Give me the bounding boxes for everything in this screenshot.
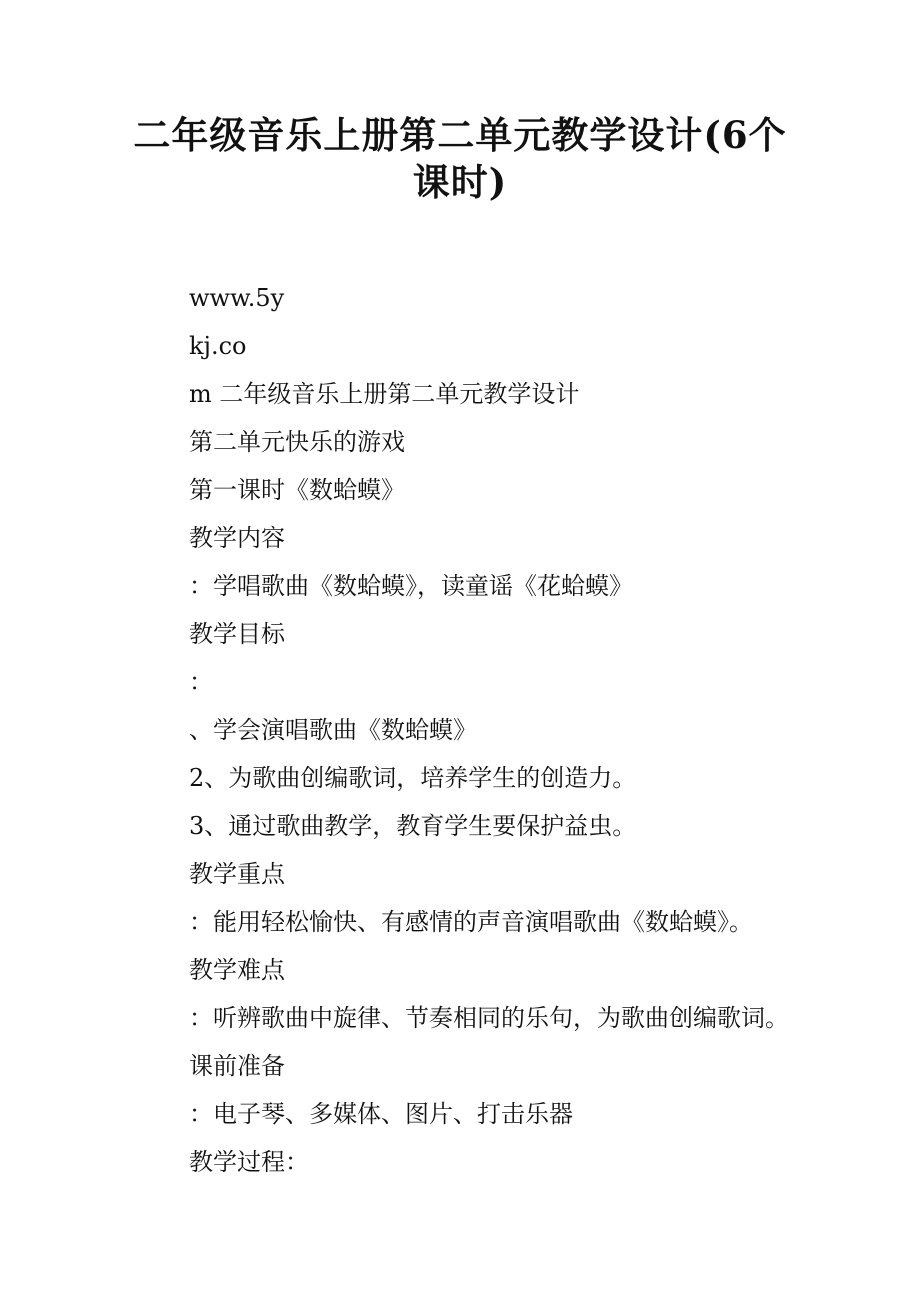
document-title-line-1: 二年级音乐上册第二单元教学设计(6个 — [133, 113, 787, 157]
body-line: ：学唱歌曲《数蛤蟆》，读童谣《花蛤蟆》 — [189, 572, 633, 600]
body-line: 2、为歌曲创编歌词，培养学生的创造力。 — [189, 764, 637, 792]
body-line: 教学重点 — [189, 860, 285, 888]
body-line: m 二年级音乐上册第二单元教学设计 — [189, 380, 580, 408]
body-line: ：能用轻松愉快、有感情的声音演唱歌曲《数蛤蟆》。 — [189, 908, 753, 936]
body-line: ： — [189, 668, 213, 696]
body-line: 第一课时《数蛤蟆》 — [189, 476, 405, 504]
document-title-line-2: 课时) — [412, 160, 508, 204]
body-line: 、学会演唱歌曲《数蛤蟆》 — [189, 716, 477, 744]
body-line: www.5y — [189, 284, 285, 312]
body-line: ：听辨歌曲中旋律、节奏相同的乐句，为歌曲创编歌词。 — [189, 1004, 789, 1032]
body-line: ：电子琴、多媒体、图片、打击乐器 — [189, 1100, 573, 1128]
body-line: 教学内容 — [189, 524, 285, 552]
body-line: 教学过程： — [189, 1148, 309, 1176]
body-line: 课前准备 — [189, 1052, 285, 1080]
body-line: kj.co — [189, 332, 247, 360]
body-line: 3、通过歌曲教学，教育学生要保护益虫。 — [189, 812, 637, 840]
body-line: 第二单元快乐的游戏 — [189, 428, 405, 456]
body-line: 教学目标 — [189, 620, 285, 648]
body-line: 教学难点 — [189, 956, 285, 984]
